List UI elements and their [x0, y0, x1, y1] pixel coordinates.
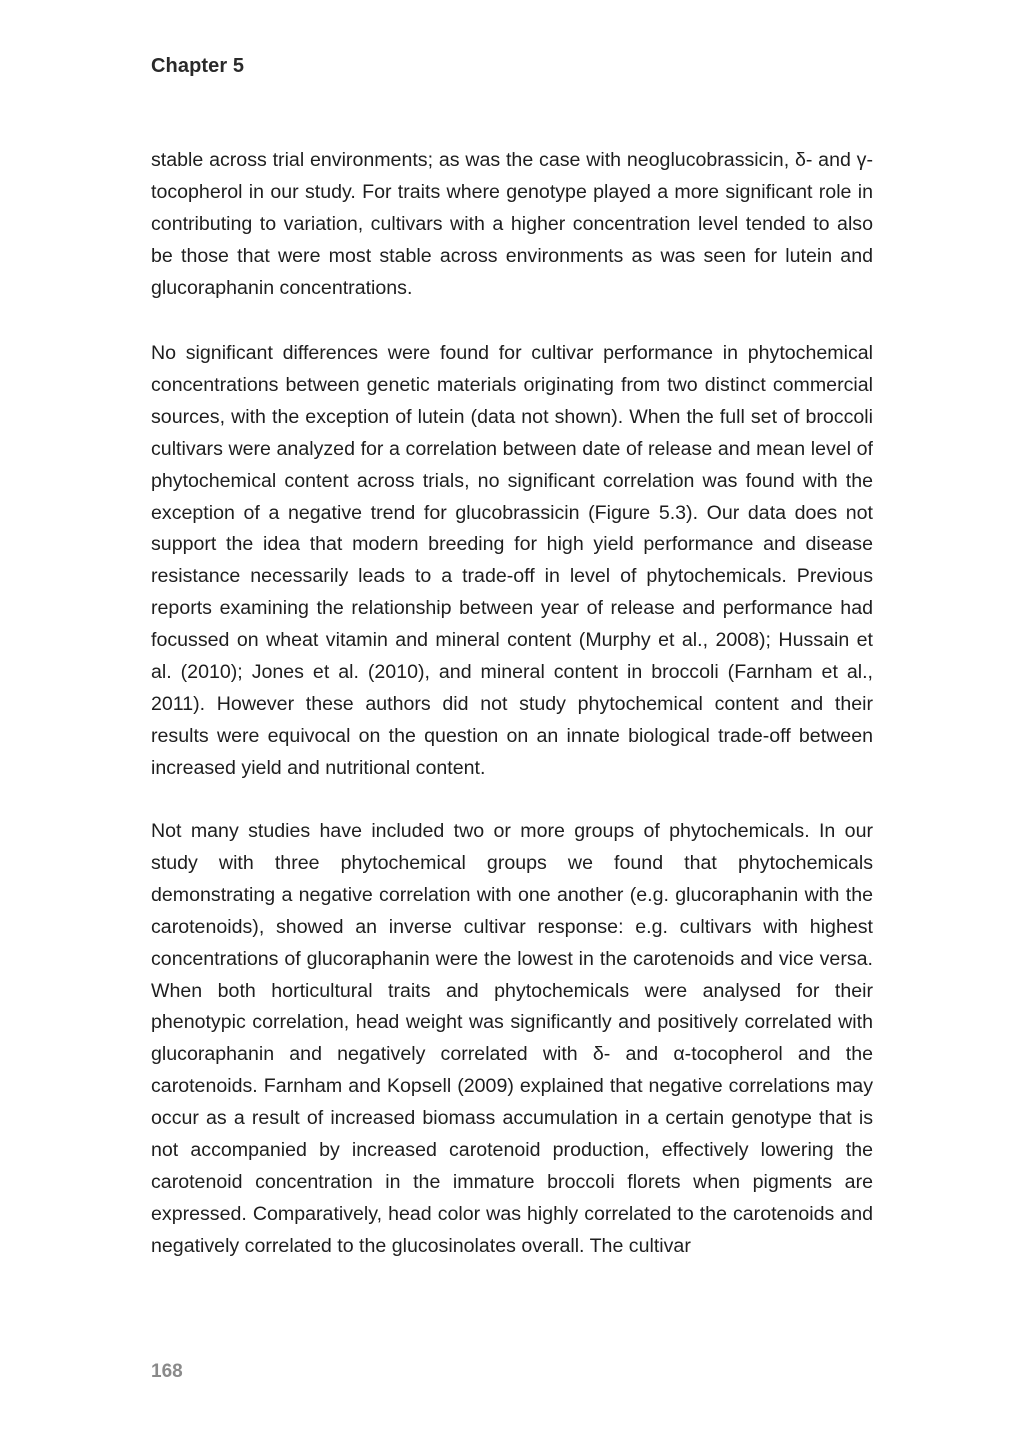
paragraph-text: No significant differences were found for cultivar performance in phytochemical concentrations between genetic materials originating from two distinct commercial sources, with the exception of lutein (data not shown). When the full set of broccoli cultivars were analyzed for a correlation between date of release and mean level of phytochemical content across trials, no significant correlation was found with the exception of a negative trend for glucobrassicin (Figure 5.3). Our data does not support the idea that modern breeding for high yield performance and disease resistance necessarily leads to a trade-off in level of phytochemicals. Previous reports examining the relationship between year of release and performance had focussed on wheat vitamin and mineral content (Murphy et al., 2008); Hussain et al. (2010); Jones et al. (2010), and mineral content in broccoli (Farnham et al., 2011). However these authors did not study phytochemical content and their results were equivocal on the question on an innate biological trade-off between increased yield and nutritional content.: [151, 342, 873, 779]
body-paragraph-1: [151, 145, 873, 305]
paragraph-text: stable across trial environments; as was the case with neoglucobrassicin, δ- and γ-tocopherol in our study. For traits where genotype played a more significant role in contributing to variation, cultivars with a higher concentration level tended to also be those that were most stable across environments as was seen for lutein and glucoraphanin concentrations.: [151, 149, 873, 299]
chapter-running-head: Chapter 5: [151, 55, 245, 77]
page-number: 168: [151, 1361, 183, 1382]
paragraph-text: Not many studies have included two or more groups of phytochemicals. In our study with three phytochemical groups we found that phytochemicals demonstrating a negative correlation with one another (e.g. glucoraphanin with the carotenoids), showed an inverse cultivar response: e.g. cultivars with highest concentrations of glucoraphanin were the lowest in the carotenoids and vice versa. When both horticultural traits and phytochemicals were analysed for their phenotypic correlation, head weight was significantly and positively correlated with glucoraphanin and negatively correlated with δ- and α-tocopherol and the carotenoids. Farnham and Kopsell (2009) explained that negative correlations may occur as a result of increased biomass accumulation in a certain genotype that is not accompanied by increased carotenoid production, effectively lowering the carotenoid concentration in the immature broccoli florets when pigments are expressed. Comparatively, head color was highly correlated to the carotenoids and negatively correlated to the glucosinolates overall. The cultivar: [151, 820, 873, 1257]
body-paragraph-2: [151, 338, 873, 785]
body-paragraph-3: [151, 816, 873, 1263]
